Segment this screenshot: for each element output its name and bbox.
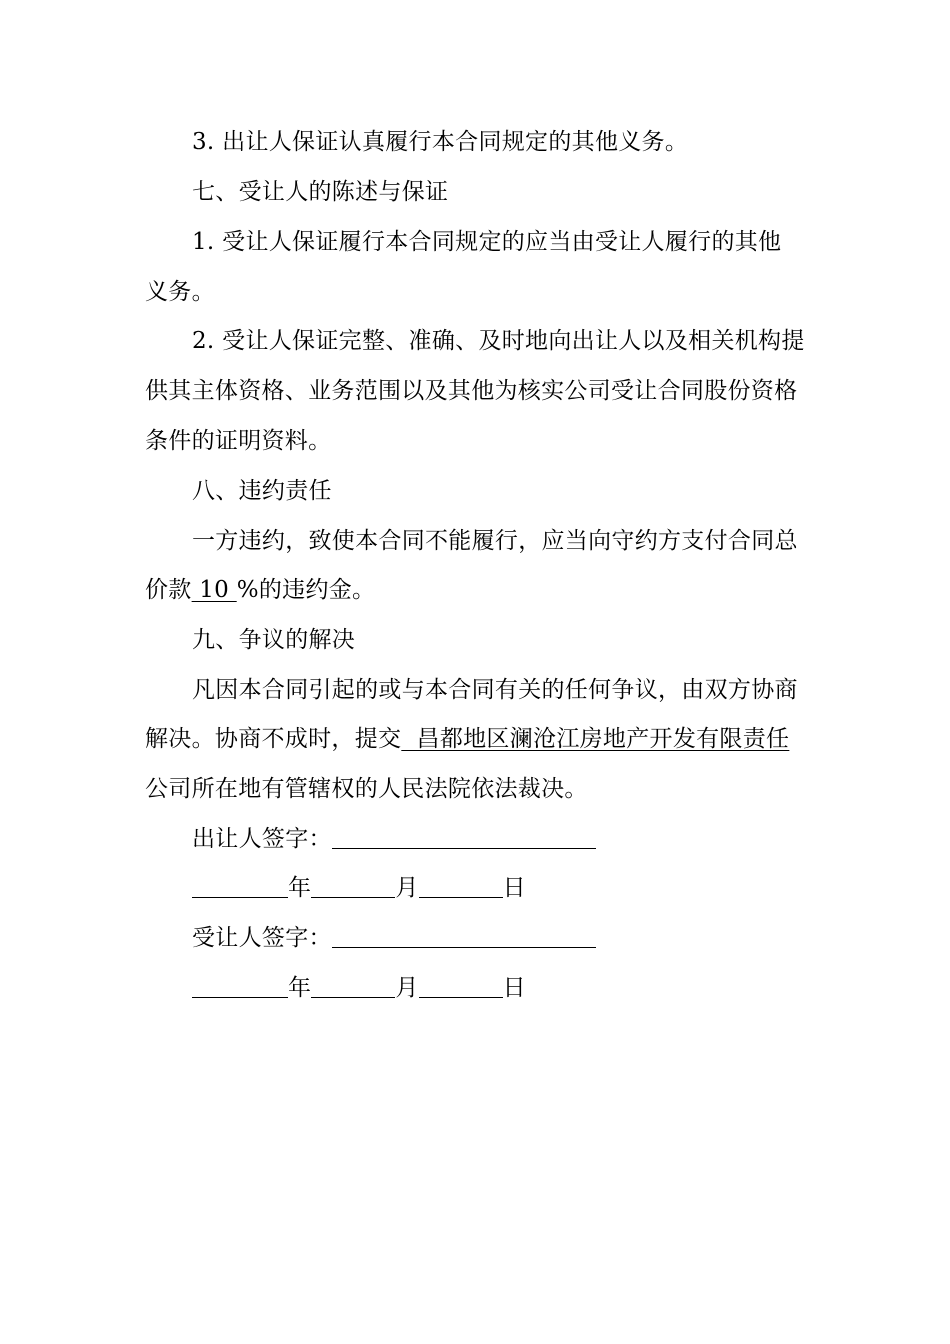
seller-year-field[interactable] [192, 875, 288, 898]
clause-7-1-line-2: 义务。 [145, 279, 215, 305]
buyer-day-field[interactable] [419, 975, 503, 998]
day-label: 日 [502, 975, 526, 1001]
clause-7-2-line-1: 2. 受让人保证完整、准确、及时地向出让人以及相关机构提 [192, 328, 805, 354]
seller-signature-field[interactable] [332, 826, 596, 849]
clause-7-2-line-2: 供其主体资格、业务范围以及其他为核实公司受让合同股份资格 [145, 378, 798, 404]
penalty-rate-value: 10 [191, 577, 237, 603]
clause-7-1-line-1: 1. 受让人保证履行本合同规定的应当由受让人履行的其他 [192, 229, 782, 255]
month-label: 月 [395, 975, 419, 1001]
seller-month-field[interactable] [311, 875, 395, 898]
clause-9-prefix: 解决。协商不成时，提交 [145, 726, 402, 752]
clause-9-line-2 [145, 724, 789, 754]
clause-8-line-2 [145, 575, 375, 605]
clause-8-line-1: 一方违约，致使本合同不能履行，应当向守约方支付合同总 [192, 528, 798, 554]
year-label: 年 [288, 975, 312, 1001]
section-8-heading: 八、违约责任 [192, 478, 332, 504]
clause-8-prefix: 价款 [145, 577, 192, 603]
buyer-month-field[interactable] [311, 975, 395, 998]
buyer-signature-label: 受让人签字： [192, 925, 332, 951]
clause-9-line-1: 凡因本合同引起的或与本合同有关的任何争议，由双方协商 [192, 677, 798, 703]
clause-9-line-3: 公司所在地有管辖权的人民法院依法裁决。 [145, 776, 588, 802]
month-label: 月 [395, 875, 419, 901]
buyer-year-field[interactable] [192, 975, 288, 998]
clause-8-suffix: %的违约金。 [236, 577, 376, 603]
seller-date-row [192, 873, 526, 903]
buyer-date-row [192, 973, 526, 1003]
buyer-signature-field[interactable] [332, 925, 596, 948]
seller-signature-row [192, 824, 596, 854]
seller-day-field[interactable] [419, 875, 503, 898]
section-9-heading: 九、争议的解决 [192, 627, 356, 653]
buyer-signature-row [192, 923, 596, 953]
arbitration-company: 昌都地区澜沧江房地产开发有限责任 [401, 726, 790, 752]
seller-signature-label: 出让人签字： [192, 826, 332, 852]
clause-6-3: 3. 出让人保证认真履行本合同规定的其他义务。 [192, 129, 689, 155]
section-7-heading: 七、受让人的陈述与保证 [192, 179, 449, 205]
day-label: 日 [502, 875, 526, 901]
year-label: 年 [288, 875, 312, 901]
clause-7-2-line-3: 条件的证明资料。 [145, 428, 332, 454]
